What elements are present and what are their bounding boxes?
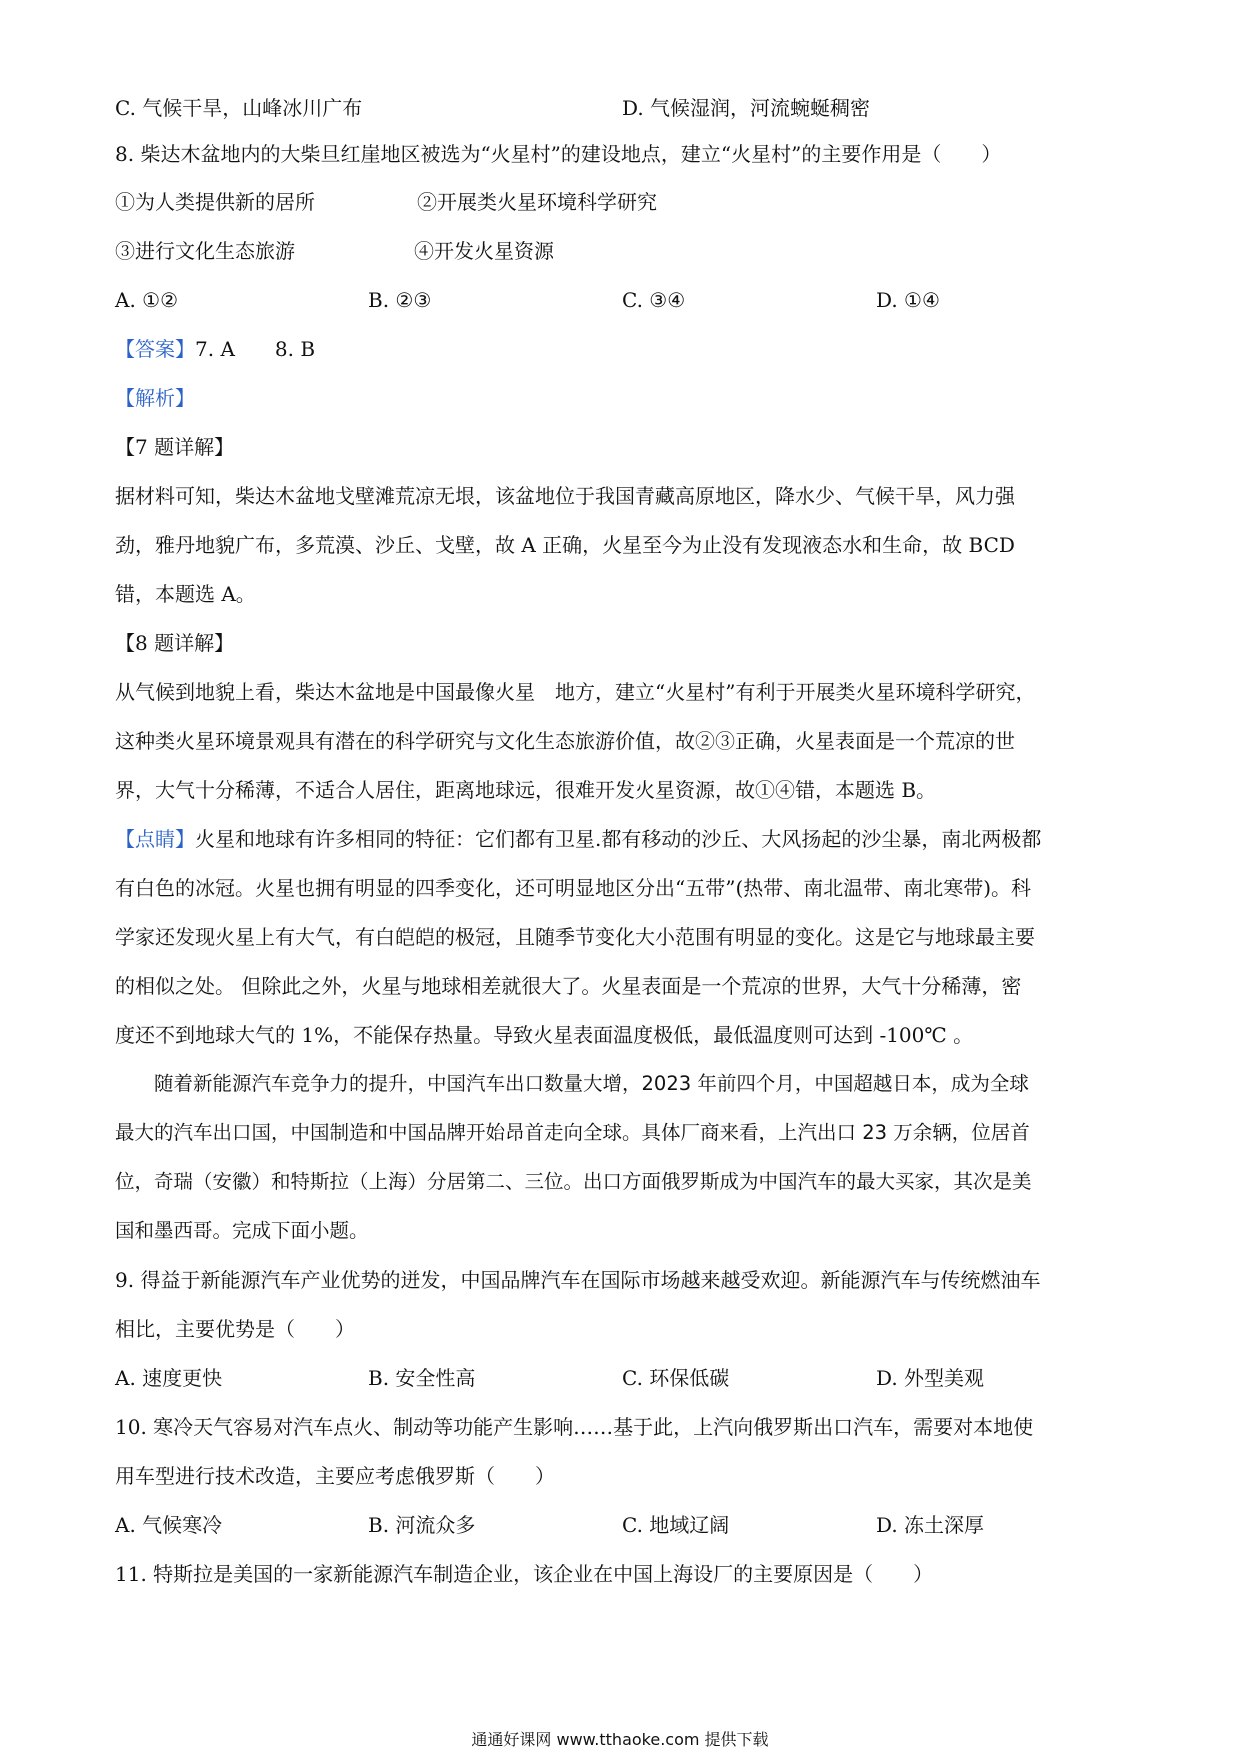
q9-stem-line: 相比，主要优势是（ ） (115, 1317, 355, 1341)
passage-line: 随着新能源汽车竞争力的提升，中国汽车出口数量大增，2023 年前四个月，中国超越日本，成为全球 (115, 1072, 1029, 1095)
answer-text: 7. A 8. B (195, 337, 316, 361)
q8-detail-line: 这种类火星环境景观具有潜在的科学研究与文化生态旅游价值，故②③正确，火星表面是一个荒凉的世 (115, 729, 1015, 753)
q8-detail-line: 界，大气十分稀薄，不适合人居住，距离地球远，很难开发火星资源，故①④错，本题选 B。 (115, 778, 937, 802)
q10-option-b: B. 河流众多 (368, 1513, 476, 1537)
q10-stem-line: 10. 寒冷天气容易对汽车点火、制动等功能产生影响……基于此，上汽向俄罗斯出口汽车，需要对本地使 (115, 1415, 1034, 1439)
tip-line: 的相似之处。 但除此之外，火星与地球相差就很大了。火星表面是一个荒凉的世界，大气十分稀薄，密 (115, 974, 1022, 998)
footer-watermark: 通通好课网 www.tthaoke.com 提供下载 (471, 1730, 769, 1749)
q8-item-2: ②开展类火星环境科学研究 (417, 190, 657, 214)
q9-option-d: D. 外型美观 (876, 1366, 985, 1390)
passage-line: 最大的汽车出口国，中国制造和中国品牌开始昂首走向全球。具体厂商来看，上汽出口 23 万余辆，位居首 (115, 1121, 1030, 1144)
analysis-label: 【解析】 (115, 386, 195, 410)
tip-first-text: 火星和地球有许多相同的特征：它们都有卫星.都有移动的沙丘、大风扬起的沙尘暴，南北两极都 (195, 827, 1042, 851)
q7-detail-line: 劲，雅丹地貌广布，多荒漠、沙丘、戈壁，故 A 正确，火星至今为止没有发现液态水和生命，故 BCD (115, 533, 1015, 557)
tip-line: 度还不到地球大气的 1%，不能保存热量。导致火星表面温度极低，最低温度则可达到 -100℃ 。 (115, 1023, 974, 1047)
q8-option-d: D. ①④ (876, 288, 940, 312)
q9-option-a: A. 速度更快 (115, 1366, 223, 1390)
passage-line: 位，奇瑞（安徽）和特斯拉（上海）分居第二、三位。出口方面俄罗斯成为中国汽车的最大买家，其次是美 (115, 1170, 1032, 1193)
q11-stem: 11. 特斯拉是美国的一家新能源汽车制造企业，该企业在中国上海设厂的主要原因是（ ） (115, 1562, 934, 1586)
q7-detail-heading: 【7 题详解】 (115, 435, 235, 459)
q9-option-c: C. 环保低碳 (622, 1366, 730, 1390)
answer-line (115, 335, 315, 363)
tip-line: 有白色的冰冠。火星也拥有明显的四季变化，还可明显地区分出“五带”(热带、南北温带、南北寒带)。科 (115, 876, 1032, 900)
q7-detail-line: 错，本题选 A。 (115, 582, 256, 606)
q8-option-a: A. ①② (115, 288, 179, 312)
q10-option-d: D. 冻土深厚 (876, 1513, 985, 1537)
answer-label: 【答案】 (115, 337, 195, 361)
q8-detail-line: 从气候到地貌上看，柴达木盆地是中国最像火星 地方，建立“火星村”有利于开展类火星环境科学研究， (115, 680, 1036, 704)
q8-detail-heading: 【8 题详解】 (115, 631, 235, 655)
passage-line: 国和墨西哥。完成下面小题。 (115, 1219, 369, 1242)
q10-option-c: C. 地域辽阔 (622, 1513, 730, 1537)
q7-option-d: D. 气候湿润，河流蜿蜒稠密 (622, 96, 871, 120)
q10-stem-line: 用车型进行技术改造，主要应考虑俄罗斯（ ） (115, 1464, 555, 1488)
q9-stem-line: 9. 得益于新能源汽车产业优势的迸发，中国品牌汽车在国际市场越来越受欢迎。新能源汽车与传统燃油车 (115, 1268, 1041, 1292)
q10-option-a: A. 气候寒冷 (115, 1513, 223, 1537)
tip-label: 【点睛】 (115, 827, 195, 851)
q8-stem: 8. 柴达木盆地内的大柴旦红崖地区被选为“火星村”的建设地点，建立“火星村”的主要作用是（ ） (115, 142, 1002, 166)
q9-option-b: B. 安全性高 (368, 1366, 476, 1390)
q7-option-c: C. 气候干旱，山峰冰川广布 (115, 96, 363, 120)
q8-option-b: B. ②③ (368, 288, 432, 312)
q8-item-3: ③进行文化生态旅游 (115, 239, 295, 263)
q8-item-4: ④开发火星资源 (414, 239, 554, 263)
q8-option-c: C. ③④ (622, 288, 686, 312)
tip-first-line (115, 825, 1041, 853)
q8-item-1: ①为人类提供新的居所 (115, 190, 315, 214)
tip-line: 学家还发现火星上有大气，有白皑皑的极冠，且随季节变化大小范围有明显的变化。这是它与地球最主要 (115, 925, 1035, 949)
q7-detail-line: 据材料可知，柴达木盆地戈壁滩荒凉无垠，该盆地位于我国青藏高原地区，降水少、气候干旱，风力强 (115, 484, 1015, 508)
